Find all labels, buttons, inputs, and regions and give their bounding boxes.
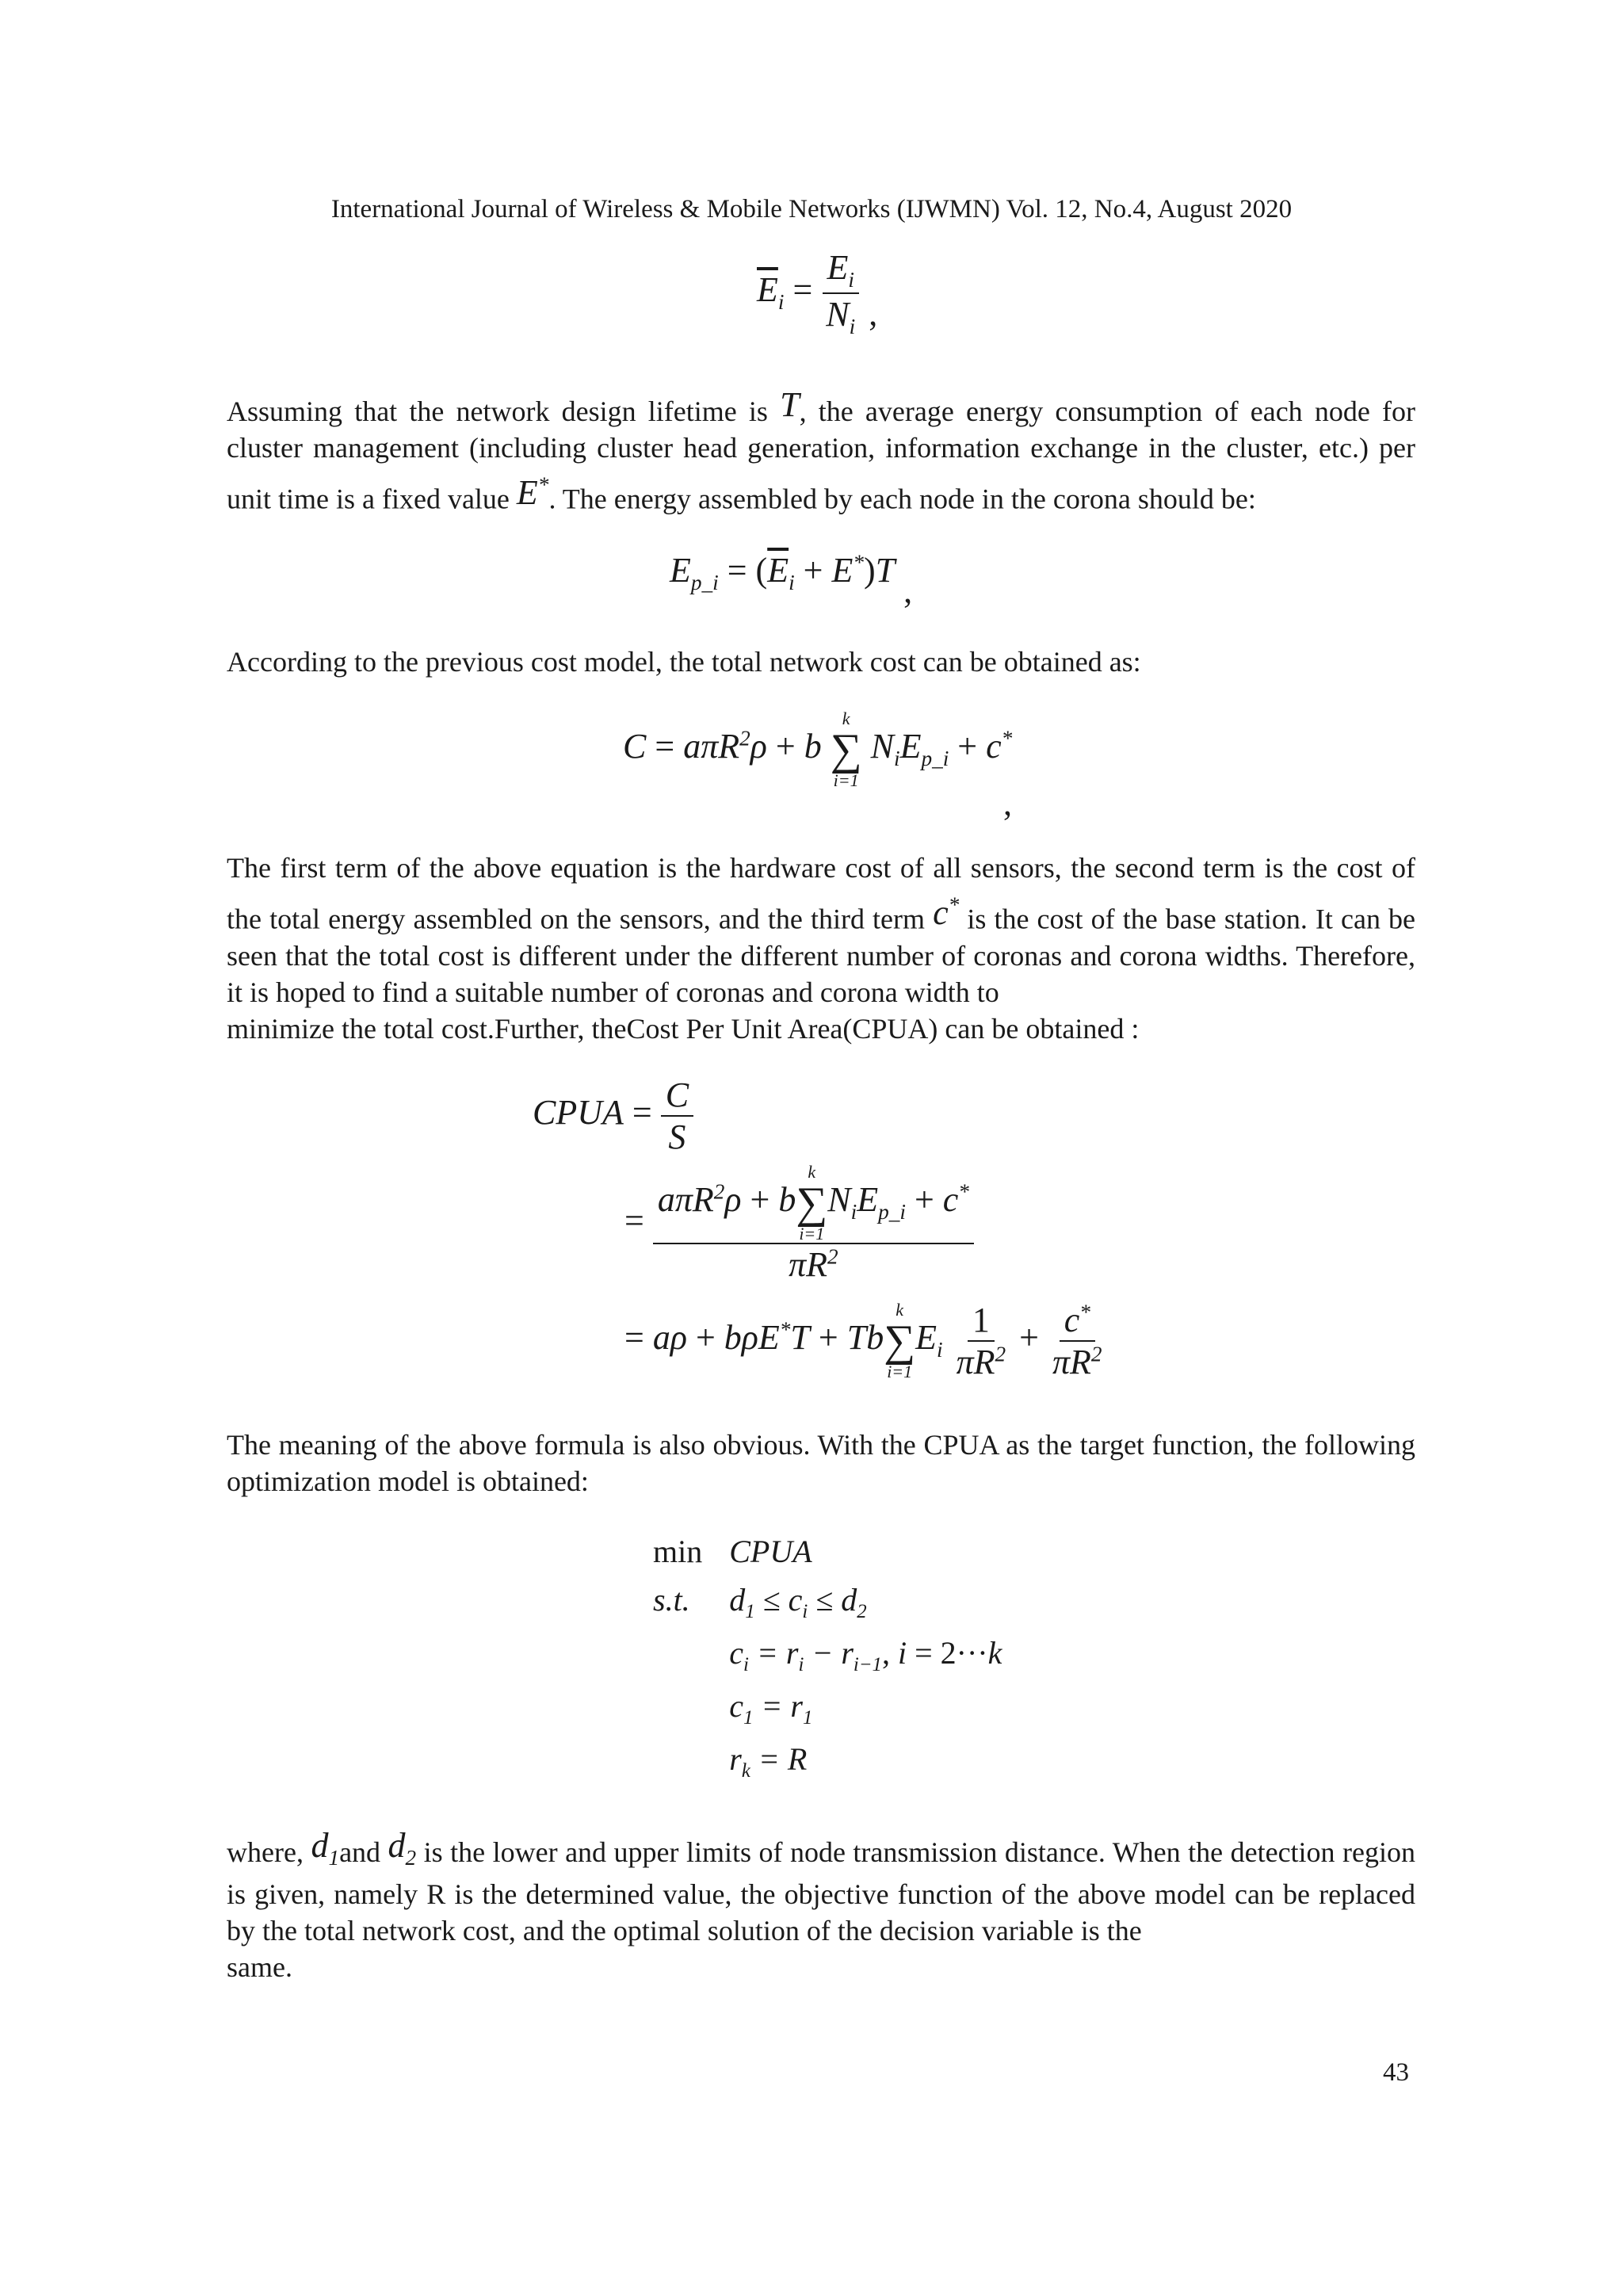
subject-to-label: s.t. — [653, 1582, 690, 1618]
running-header: International Journal of Wireless & Mobile Networks (IJWMN) Vol. 12, No.4, August 2020 — [330, 195, 1293, 223]
symbol-d1: $d_1$ — [311, 1826, 340, 1870]
page-number: 43 — [1383, 2058, 1409, 2087]
equation-cpua-definition: CPUA = $\frac{C}{S}$ — [533, 1075, 693, 1157]
objective: CPUA — [729, 1534, 812, 1569]
equation-total-cost: C = aπR$^2$ρ + b k ∑ i=1 $N_iE_{p\_i} + c^*$ , — [623, 709, 1013, 823]
equation-cpua-simplified: = aρ + bρE*T + Tb k ∑ i=1 $E_i$ $\frac{1}{\pi R^2}$ + $\frac{c^*}{\pi R^2}$ — [624, 1300, 1102, 1381]
optimization-model — [639, 1526, 1016, 1789]
paragraph-where: where, $d_1and$ $d_2$ is the lower and upper limits of node transmission distance. When the detection region is given, namely R is the determined value, the objective function of the above model can be replaced by the total network cost, and the optimal solution of the decision variable is the same. — [227, 1826, 1415, 1983]
symbol-E-star: E* — [516, 472, 549, 512]
constraint-2: $c_i = r_i - r_{i-1}$, i = 2···k — [729, 1635, 1002, 1675]
equation-assembled-energy: $E_{p\_i} = (\overline{E}_i + E^*)T$ , — [670, 550, 913, 610]
equation-cpua-expanded: = aπR$^2$ρ + b k ∑ i=1 $N_iE_{p\_i} + c^*$ $\pi R^2$ — [624, 1163, 974, 1285]
equation-mean-energy: $\overline{E}_i$ = $\frac{E_i}{N_i}$ , — [757, 248, 878, 338]
paragraph-cost-terms: The first term of the above equation is the hardware cost of all sensors, the second term is the cost of the total energy assembled on the sensors, and the third term c* is the cost of the base station. It can be seen that the total cost is different under the different number of coronas and corona widths. Therefore, it is hoped to find a suitable number of coronas and corona width to minimize the total cost.Further, theCost Per Unit Area(CPUA) can be obtained : — [227, 852, 1416, 1045]
equation-comma: , — [869, 293, 878, 333]
symbol-c-star: c* — [933, 892, 960, 932]
paragraph-lifetime: Assuming that the network design lifetime is T, the average energy consumption of each node for cluster management (including cluster head generation, information exchange in the cluster, etc.) per unit time is a fixed value E*. The energy assembled by each node in the corona should be: — [227, 385, 1415, 515]
min-label: min — [653, 1534, 703, 1569]
symbol-d2: $d_2$ — [388, 1826, 417, 1870]
paragraph-optimization-intro: The meaning of the above formula is also obvious. With the CPUA as the target function, the following optimization model is obtained: — [227, 1429, 1415, 1497]
constraint-4: $r_k = R$ — [729, 1741, 808, 1782]
paragraph-cost-model: According to the previous cost model, the total network cost can be obtained as: — [227, 646, 1141, 678]
constraint-3: $c_1 = r_1$ — [729, 1688, 813, 1729]
symbol-T: T — [780, 385, 800, 424]
equation-comma: , — [903, 571, 913, 610]
equation-comma: , — [1003, 784, 1012, 823]
constraint-1: $d_1 \le c_i \le d_2$ — [729, 1582, 867, 1622]
